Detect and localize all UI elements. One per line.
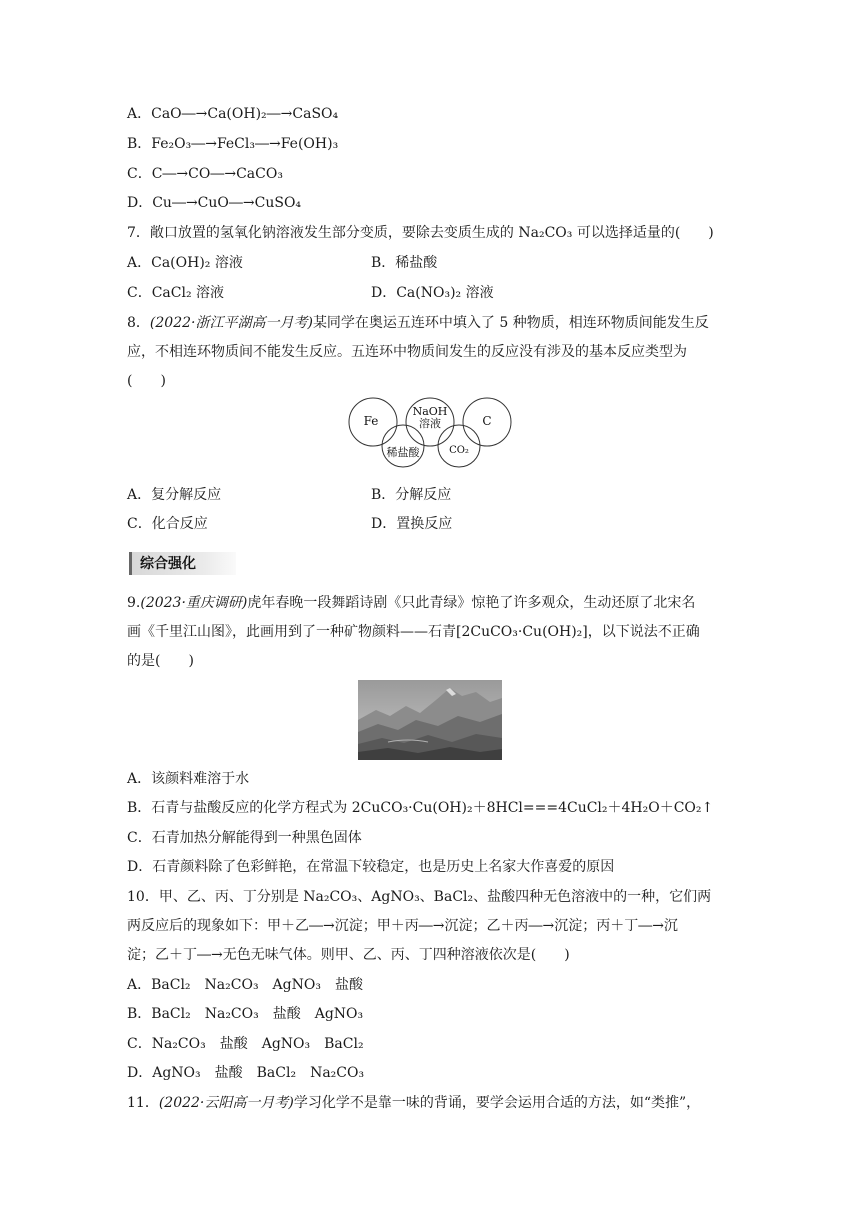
q8-stem-text: 某同学在奥运五连环中填入了 5 种物质，相连环物质间能发生反 bbox=[312, 315, 709, 331]
q6-option-a: A．CaO―→Ca(OH)₂―→CaSO₄ bbox=[127, 106, 339, 122]
q7-option-a: A．Ca(OH)₂ 溶液 bbox=[127, 255, 243, 271]
q8-stem-line1 bbox=[127, 313, 709, 333]
q10-stem-line2: 两反应后的现象如下：甲＋乙―→沉淀；甲＋丙―→沉淀；乙＋丙―→沉淀；丙＋丁―→沉 bbox=[127, 918, 678, 934]
q11-stem-text: 学习化学不是靠一味的背诵，要学会运用合适的方法，如“类推”， bbox=[293, 1095, 701, 1111]
q9-option-a: A．该颜料难溶于水 bbox=[127, 771, 250, 787]
q10-stem-line3: 淀；乙＋丁―→无色无味气体。则甲、乙、丙、丁四种溶液依次是( ) bbox=[127, 947, 570, 963]
q7-stem: 7．敞口放置的氢氧化钠溶液发生部分变质，要除去变质生成的 Na₂CO₃ 可以选择适量的( ) bbox=[127, 225, 714, 241]
ring-naoh-label-2: 溶液 bbox=[419, 417, 441, 430]
ring-hcl-label: 稀盐酸 bbox=[386, 446, 420, 459]
q10-option-b: B．BaCl₂ Na₂CO₃ 盐酸 AgNO₃ bbox=[127, 1006, 364, 1022]
q9-stem-line1 bbox=[127, 593, 695, 613]
q11-stem-line1 bbox=[127, 1093, 700, 1113]
q11-number: 11． bbox=[127, 1095, 159, 1111]
q6-option-c: C．C―→CO―→CaCO₃ bbox=[127, 166, 283, 182]
q10-option-c: C．Na₂CO₃ 盐酸 AgNO₃ BaCl₂ bbox=[127, 1036, 364, 1052]
olympic-rings-diagram bbox=[347, 396, 517, 468]
ring-co2-label: CO₂ bbox=[449, 445, 469, 456]
q8-stem-line2: 应，不相连环物质间不能发生反应。五连环中物质间发生的反应没有涉及的基本反应类型为 bbox=[127, 344, 687, 360]
q7-option-d: D．Ca(NO₃)₂ 溶液 bbox=[371, 285, 494, 301]
ring-fe-label: Fe bbox=[363, 414, 379, 428]
q9-stem-line2: 画《千里江山图》，此画用到了一种矿物颜料——石青[2CuCO₃·Cu(OH)₂]，以下说法不正确 bbox=[127, 624, 700, 640]
q9-option-c: C．石青加热分解能得到一种黑色固体 bbox=[127, 830, 362, 846]
q8-option-c: C．化合反应 bbox=[127, 516, 208, 532]
q8-option-b: B．分解反应 bbox=[371, 487, 452, 503]
section-title: 综合强化 bbox=[140, 556, 196, 572]
q9-option-d: D．石青颜料除了色彩鲜艳，在常温下较稳定，也是历史上名家大作喜爱的原因 bbox=[127, 859, 615, 875]
q9-option-b: B．石青与盐酸反应的化学方程式为 2CuCO₃·Cu(OH)₂＋8HCl===4CuCl₂＋4H₂O＋CO₂↑ bbox=[127, 800, 714, 816]
q6-option-d: D．Cu―→CuO―→CuSO₄ bbox=[127, 195, 302, 211]
q8-stem-line3: ( ) bbox=[127, 373, 166, 389]
q8-source: (2022·浙江平湖高一月考) bbox=[149, 315, 313, 331]
q9-stem-text: 虎年春晚一段舞蹈诗剧《只此青绿》惊艳了许多观众，生动还原了北宋名 bbox=[247, 595, 696, 611]
q7-option-c: C．CaCl₂ 溶液 bbox=[127, 285, 225, 301]
q8-option-a: A．复分解反应 bbox=[127, 487, 222, 503]
q10-stem-line1: 10．甲、乙、丙、丁分别是 Na₂CO₃、AgNO₃、BaCl₂、盐酸四种无色溶液中的一种，它们两 bbox=[127, 889, 712, 905]
q9-stem-line3: 的是( ) bbox=[127, 653, 194, 669]
ring-c-label: C bbox=[482, 414, 492, 428]
landscape-painting-image bbox=[358, 680, 502, 760]
q10-option-a: A．BaCl₂ Na₂CO₃ AgNO₃ 盐酸 bbox=[127, 977, 363, 993]
q9-source: (2023·重庆调研) bbox=[140, 595, 248, 611]
q8-option-d: D．置换反应 bbox=[371, 516, 453, 532]
q10-option-d: D．AgNO₃ 盐酸 BaCl₂ Na₂CO₃ bbox=[127, 1065, 365, 1081]
q11-source: (2022·云阳高一月考) bbox=[158, 1095, 294, 1111]
q6-option-b: B．Fe₂O₃―→FeCl₃―→Fe(OH)₃ bbox=[127, 136, 339, 152]
q8-number: 8． bbox=[127, 315, 150, 331]
q7-option-b: B．稀盐酸 bbox=[371, 255, 438, 271]
ring-naoh-label-1: NaOH bbox=[412, 405, 448, 418]
q9-number: 9. bbox=[127, 595, 141, 611]
